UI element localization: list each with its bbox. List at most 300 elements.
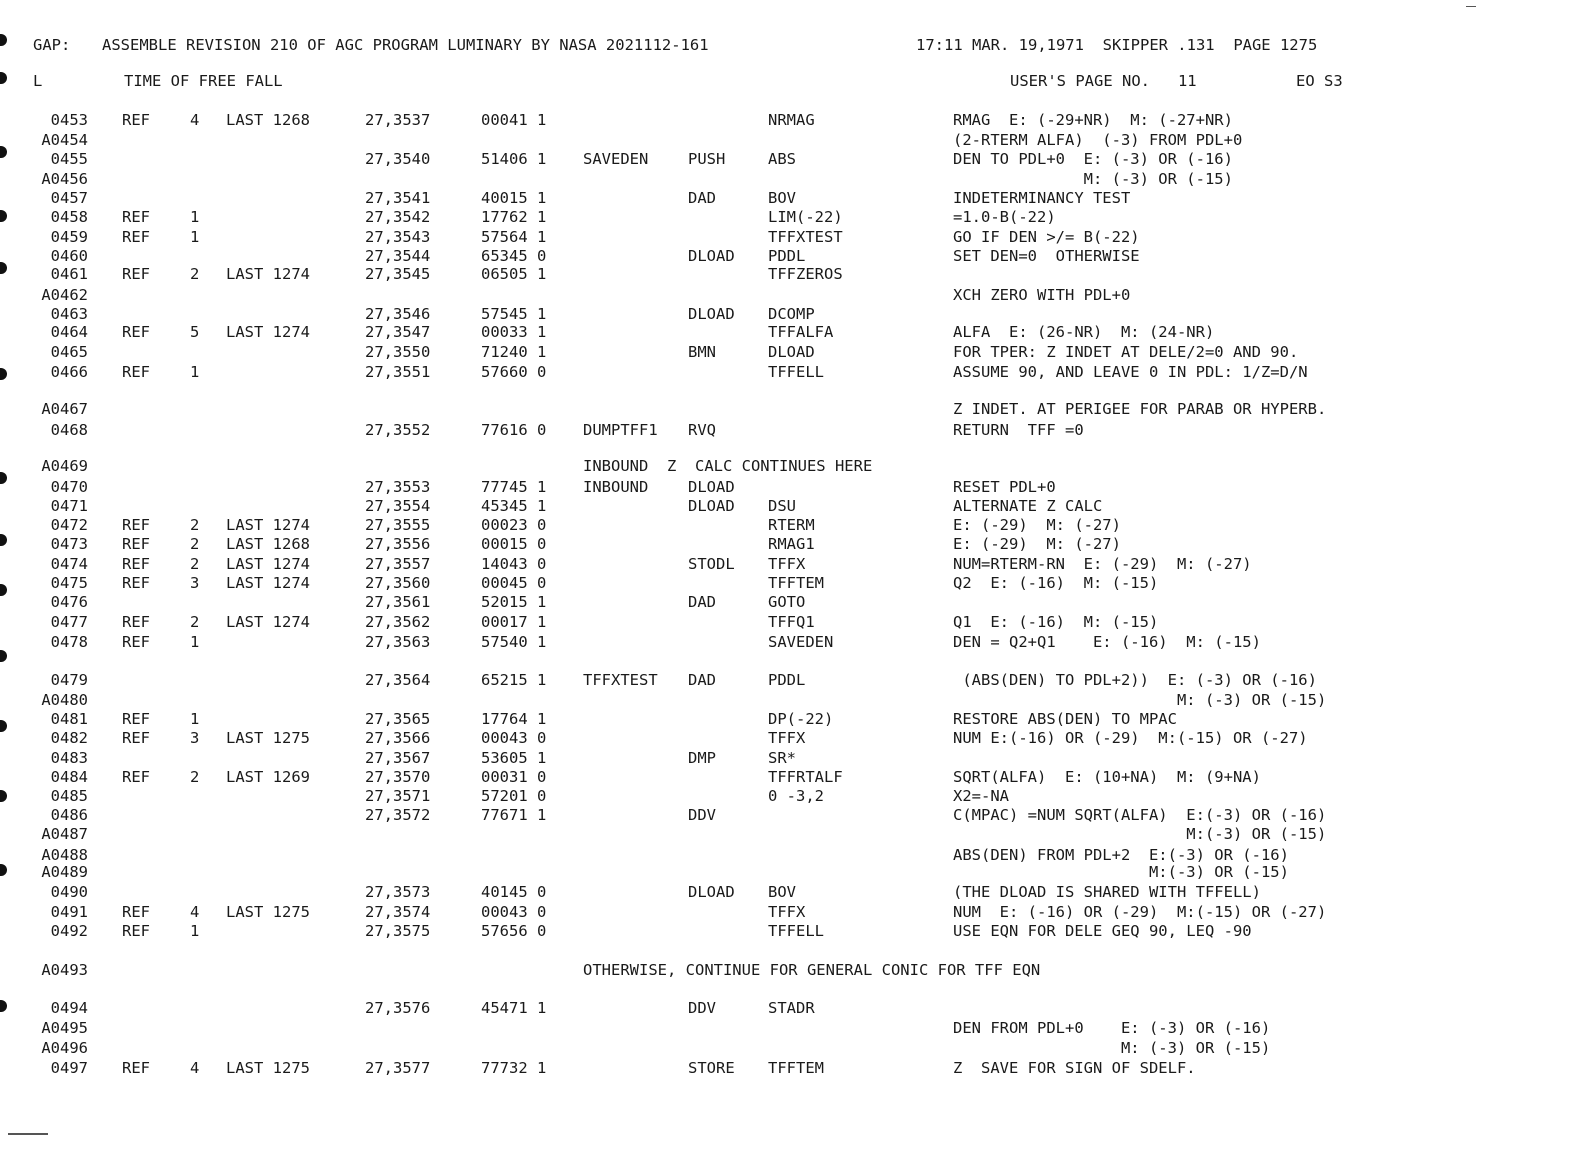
line-number: 0477	[50, 613, 88, 631]
octal-code: 00033 1	[481, 323, 547, 341]
octal-code: 17764 1	[481, 710, 547, 728]
comment: XCH ZERO WITH PDL+0	[953, 286, 1131, 304]
address: 27,3546	[365, 305, 431, 323]
last-ref: LAST 1275	[226, 1059, 310, 1077]
address: 27,3550	[365, 343, 431, 361]
last-ref: LAST 1275	[226, 729, 310, 747]
line-number: 0453	[50, 111, 88, 129]
octal-code: 57660 0	[481, 363, 547, 381]
address: 27,3556	[365, 535, 431, 553]
listing-row	[0, 690, 1582, 710]
line-number: 0492	[50, 922, 88, 940]
opcode: STODL	[688, 555, 735, 573]
comment: ASSUME 90, AND LEAVE 0 IN PDL: 1/Z=D/N	[953, 363, 1308, 381]
assembly-datetime: 17:11 MAR. 19,1971	[916, 36, 1084, 54]
comment: USE EQN FOR DELE GEQ 90, LEQ -90	[953, 922, 1252, 940]
assembly-title: ASSEMBLE REVISION 210 OF AGC PROGRAM LUMINARY BY NASA 2021112-161	[102, 36, 709, 54]
operand: TFFXTEST	[768, 228, 843, 246]
listing-row	[0, 322, 1582, 342]
comment: M: (-3) OR (-15)	[953, 691, 1327, 709]
ref-flag: REF	[122, 710, 150, 728]
address: 27,3560	[365, 574, 431, 592]
comment: RESET PDL+0	[953, 478, 1056, 496]
comment: =1.0-B(-22)	[953, 208, 1056, 226]
line-number: 0475	[50, 574, 88, 592]
line-number: A0487	[41, 825, 88, 843]
octal-code: 14043 0	[481, 555, 547, 573]
listing-row	[0, 149, 1582, 169]
label: INBOUND	[583, 478, 649, 496]
line-number: 0457	[50, 189, 88, 207]
line-number: A0456	[41, 170, 88, 188]
listing-row	[0, 399, 1582, 419]
listing-row	[0, 285, 1582, 305]
listing-row	[0, 420, 1582, 440]
comment: Z INDET. AT PERIGEE FOR PARAB OR HYPERB.	[953, 400, 1327, 418]
binder-mark	[0, 650, 7, 662]
ref-flag: REF	[122, 1059, 150, 1077]
operand: DSU	[768, 497, 796, 515]
label: TFFXTEST	[583, 671, 658, 689]
opcode: RVQ	[688, 421, 716, 439]
address: 27,3576	[365, 999, 431, 1017]
comment: (ABS(DEN) TO PDL+2)) E: (-3) OR (-16)	[953, 671, 1317, 689]
listing-row	[0, 207, 1582, 227]
comment: Q1 E: (-16) M: (-15)	[953, 613, 1159, 631]
octal-code: 57656 0	[481, 922, 547, 940]
comment: NUM E: (-16) OR (-29) M:(-15) OR (-27)	[953, 903, 1327, 921]
octal-code: 00043 0	[481, 729, 547, 747]
ref-count: 2	[190, 265, 200, 283]
line-number: A0496	[41, 1039, 88, 1057]
operand: DCOMP	[768, 305, 815, 323]
opcode: STORE	[688, 1059, 735, 1077]
ref-count: 4	[190, 903, 200, 921]
comment: INDETERMINANCY TEST	[953, 189, 1131, 207]
remark: INBOUND Z CALC CONTINUES HERE	[583, 457, 873, 475]
last-ref: LAST 1274	[226, 613, 310, 631]
line-number: A0480	[41, 691, 88, 709]
listing-row	[0, 670, 1582, 690]
ref-flag: REF	[122, 363, 150, 381]
ref-count: 1	[190, 208, 200, 226]
line-number: 0482	[50, 729, 88, 747]
line-number: 0490	[50, 883, 88, 901]
address: 27,3562	[365, 613, 431, 631]
gap-label: GAP:	[33, 36, 71, 54]
octal-code: 00015 0	[481, 535, 547, 553]
line-number: 0461	[50, 265, 88, 283]
listing-row	[0, 1058, 1582, 1078]
listing-row	[0, 960, 1582, 980]
ref-flag: REF	[122, 535, 150, 553]
operand: TFFALFA	[768, 323, 834, 341]
comment: FOR TPER: Z INDET AT DELE/2=0 AND 90.	[953, 343, 1299, 361]
comment: (THE DLOAD IS SHARED WITH TFFELL)	[953, 883, 1261, 901]
comment: E: (-29) M: (-27)	[953, 516, 1121, 534]
comment: ABS(DEN) FROM PDL+2 E:(-3) OR (-16)	[953, 846, 1289, 864]
last-ref: LAST 1269	[226, 768, 310, 786]
listing-row	[0, 728, 1582, 748]
last-ref: LAST 1268	[226, 111, 310, 129]
octal-code: 00041 1	[481, 111, 547, 129]
listing-row	[0, 515, 1582, 535]
ref-count: 1	[190, 633, 200, 651]
listing-row	[0, 554, 1582, 574]
ref-flag: REF	[122, 574, 150, 592]
line-number: 0484	[50, 768, 88, 786]
line-number: 0465	[50, 343, 88, 361]
address: 27,3542	[365, 208, 431, 226]
octal-code: 71240 1	[481, 343, 547, 361]
ref-count: 2	[190, 555, 200, 573]
line-number: A0462	[41, 286, 88, 304]
address: 27,3540	[365, 150, 431, 168]
last-ref: LAST 1274	[226, 323, 310, 341]
comment: ALTERNATE Z CALC	[953, 497, 1103, 515]
ref-count: 2	[190, 516, 200, 534]
line-number: 0473	[50, 535, 88, 553]
ref-flag: REF	[122, 768, 150, 786]
scan-smudge	[1466, 6, 1476, 7]
operand: TFFX	[768, 555, 806, 573]
last-ref: LAST 1274	[226, 516, 310, 534]
address: 27,3574	[365, 903, 431, 921]
listing-row	[0, 862, 1582, 882]
comment: M: (-3) OR (-15)	[953, 170, 1233, 188]
ref-count: 5	[190, 323, 200, 341]
line-number: 0466	[50, 363, 88, 381]
comment: E: (-29) M: (-27)	[953, 535, 1121, 553]
address: 27,3537	[365, 111, 431, 129]
comment: SQRT(ALFA) E: (10+NA) M: (9+NA)	[953, 768, 1261, 786]
ref-flag: REF	[122, 265, 150, 283]
remark: OTHERWISE, CONTINUE FOR GENERAL CONIC FOR TFF EQN	[583, 961, 1041, 979]
listing-row	[0, 246, 1582, 266]
comment: DEN = Q2+Q1 E: (-16) M: (-15)	[953, 633, 1261, 651]
opcode: PUSH	[688, 150, 726, 168]
octal-code: 00031 0	[481, 768, 547, 786]
comment: SET DEN=0 OTHERWISE	[953, 247, 1140, 265]
users-page-number: USER'S PAGE NO. 11	[1010, 72, 1197, 90]
listing-row	[0, 110, 1582, 130]
ref-count: 3	[190, 729, 200, 747]
octal-code: 65215 1	[481, 671, 547, 689]
listing-row	[0, 534, 1582, 554]
line-number: 0470	[50, 478, 88, 496]
operand: RTERM	[768, 516, 815, 534]
octal-code: 00045 0	[481, 574, 547, 592]
line-number: 0494	[50, 999, 88, 1017]
address: 27,3575	[365, 922, 431, 940]
listing-row	[0, 264, 1582, 284]
listing-row	[0, 304, 1582, 324]
address: 27,3557	[365, 555, 431, 573]
operand: TFFZEROS	[768, 265, 843, 283]
listing-row	[0, 496, 1582, 516]
line-number: 0497	[50, 1059, 88, 1077]
octal-code: 77745 1	[481, 478, 547, 496]
ref-flag: REF	[122, 613, 150, 631]
operand: ABS	[768, 150, 796, 168]
address: 27,3577	[365, 1059, 431, 1077]
last-ref: LAST 1274	[226, 574, 310, 592]
line-number: 0479	[50, 671, 88, 689]
address: 27,3563	[365, 633, 431, 651]
last-ref: LAST 1268	[226, 535, 310, 553]
listing-row	[0, 456, 1582, 476]
opcode: DAD	[688, 189, 716, 207]
listing-row	[0, 786, 1582, 806]
comment: DEN TO PDL+0 E: (-3) OR (-16)	[953, 150, 1233, 168]
ref-count: 1	[190, 228, 200, 246]
operand: TFFTEM	[768, 574, 824, 592]
octal-code: 77671 1	[481, 806, 547, 824]
listing-row	[0, 709, 1582, 729]
comment: M:(-3) OR (-15)	[953, 863, 1289, 881]
line-number: 0481	[50, 710, 88, 728]
listing-row	[0, 748, 1582, 768]
octal-code: 65345 0	[481, 247, 547, 265]
line-number: A0495	[41, 1019, 88, 1037]
operand: STADR	[768, 999, 815, 1017]
opcode: BMN	[688, 343, 716, 361]
ref-count: 4	[190, 1059, 200, 1077]
operand: DLOAD	[768, 343, 815, 361]
operand: GOTO	[768, 593, 806, 611]
address: 27,3573	[365, 883, 431, 901]
opcode: DLOAD	[688, 497, 735, 515]
octal-code: 77616 0	[481, 421, 547, 439]
ref-count: 2	[190, 535, 200, 553]
octal-code: 40015 1	[481, 189, 547, 207]
line-number: 0486	[50, 806, 88, 824]
listing-row	[0, 1018, 1582, 1038]
line-number: 0476	[50, 593, 88, 611]
listing-row	[0, 573, 1582, 593]
operand: PDDL	[768, 247, 806, 265]
line-number: 0464	[50, 323, 88, 341]
address: 27,3552	[365, 421, 431, 439]
address: 27,3544	[365, 247, 431, 265]
comment: NUM E:(-16) OR (-29) M:(-15) OR (-27)	[953, 729, 1308, 747]
line-number: 0460	[50, 247, 88, 265]
comment: RESTORE ABS(DEN) TO MPAC	[953, 710, 1177, 728]
opcode: DAD	[688, 671, 716, 689]
address: 27,3565	[365, 710, 431, 728]
octal-code: 00043 0	[481, 903, 547, 921]
comment: RETURN TFF =0	[953, 421, 1084, 439]
page-number: PAGE 1275	[1233, 36, 1318, 54]
address: 27,3541	[365, 189, 431, 207]
line-number: 0468	[50, 421, 88, 439]
line-number: 0463	[50, 305, 88, 323]
listing-row	[0, 998, 1582, 1018]
listing-row	[0, 1038, 1582, 1058]
comment: X2=-NA	[953, 787, 1009, 805]
address: 27,3564	[365, 671, 431, 689]
last-ref: LAST 1274	[226, 265, 310, 283]
listing-row	[0, 824, 1582, 844]
ref-flag: REF	[122, 228, 150, 246]
operand: SR*	[768, 749, 796, 767]
operand: TFFRTALF	[768, 768, 843, 786]
operand: PDDL	[768, 671, 806, 689]
skipper-id: SKIPPER .131	[1102, 36, 1215, 54]
operand: BOV	[768, 189, 796, 207]
label: DUMPTFF1	[583, 421, 658, 439]
line-number: 0485	[50, 787, 88, 805]
listing-row	[0, 130, 1582, 150]
ref-flag: REF	[122, 922, 150, 940]
listing-row	[0, 188, 1582, 208]
listing-row	[0, 902, 1582, 922]
ref-flag: REF	[122, 633, 150, 651]
listing-row	[0, 805, 1582, 825]
octal-code: 77732 1	[481, 1059, 547, 1077]
listing-row	[0, 362, 1582, 382]
operand: RMAG1	[768, 535, 815, 553]
line-number: 0472	[50, 516, 88, 534]
listing-row	[0, 227, 1582, 247]
octal-code: 52015 1	[481, 593, 547, 611]
address: 27,3553	[365, 478, 431, 496]
opcode: DLOAD	[688, 305, 735, 323]
header-line-1	[0, 35, 1582, 55]
opcode: DLOAD	[688, 478, 735, 496]
comment: RMAG E: (-29+NR) M: (-27+NR)	[953, 111, 1233, 129]
ref-count: 3	[190, 574, 200, 592]
octal-code: 45471 1	[481, 999, 547, 1017]
address: 27,3570	[365, 768, 431, 786]
last-ref: LAST 1275	[226, 903, 310, 921]
line-number: 0491	[50, 903, 88, 921]
octal-code: 51406 1	[481, 150, 547, 168]
column-l-label: L	[33, 72, 43, 90]
line-number: A0469	[41, 457, 88, 475]
header-meta	[916, 35, 1317, 55]
address: 27,3571	[365, 787, 431, 805]
operand: SAVEDEN	[768, 633, 834, 651]
line-number: 0459	[50, 228, 88, 246]
opcode: DDV	[688, 999, 716, 1017]
operand: BOV	[768, 883, 796, 901]
octal-code: 17762 1	[481, 208, 547, 226]
octal-code: 45345 1	[481, 497, 547, 515]
ref-count: 1	[190, 922, 200, 940]
address: 27,3551	[365, 363, 431, 381]
address: 27,3554	[365, 497, 431, 515]
octal-code: 00017 1	[481, 613, 547, 631]
opcode: DMP	[688, 749, 716, 767]
listing-row	[0, 477, 1582, 497]
ref-count: 1	[190, 710, 200, 728]
line-number: A0488	[41, 846, 88, 864]
ref-count: 1	[190, 363, 200, 381]
comment: M:(-3) OR (-15)	[953, 825, 1327, 843]
opcode: DLOAD	[688, 247, 735, 265]
line-number: A0454	[41, 131, 88, 149]
comment: Q2 E: (-16) M: (-15)	[953, 574, 1159, 592]
ref-flag: REF	[122, 555, 150, 573]
address: 27,3572	[365, 806, 431, 824]
octal-code: 57201 0	[481, 787, 547, 805]
octal-code: 00023 0	[481, 516, 547, 534]
operand: TFFTEM	[768, 1059, 824, 1077]
address: 27,3543	[365, 228, 431, 246]
line-number: 0478	[50, 633, 88, 651]
comment: (2-RTERM ALFA) (-3) FROM PDL+0	[953, 131, 1243, 149]
line-number: 0474	[50, 555, 88, 573]
line-number: 0455	[50, 150, 88, 168]
line-number: A0489	[41, 863, 88, 881]
octal-code: 53605 1	[481, 749, 547, 767]
scan-smudge	[8, 1133, 48, 1135]
address: 27,3545	[365, 265, 431, 283]
operand: TFFELL	[768, 363, 824, 381]
last-ref: LAST 1274	[226, 555, 310, 573]
opcode: DDV	[688, 806, 716, 824]
line-number: 0471	[50, 497, 88, 515]
section-title: TIME OF FREE FALL	[124, 72, 283, 90]
comment: C(MPAC) =NUM SQRT(ALFA) E:(-3) OR (-16)	[953, 806, 1327, 824]
line-number: 0458	[50, 208, 88, 226]
line-number: A0493	[41, 961, 88, 979]
comment: GO IF DEN >/= B(-22)	[953, 228, 1140, 246]
address: 27,3555	[365, 516, 431, 534]
octal-code: 40145 0	[481, 883, 547, 901]
opcode: DAD	[688, 593, 716, 611]
comment: DEN FROM PDL+0 E: (-3) OR (-16)	[953, 1019, 1271, 1037]
header-line-2	[0, 71, 1582, 91]
address: 27,3561	[365, 593, 431, 611]
operand: TFFX	[768, 729, 806, 747]
line-number: A0467	[41, 400, 88, 418]
eo-code: EO S3	[1296, 72, 1343, 90]
octal-code: 06505 1	[481, 265, 547, 283]
listing-row	[0, 921, 1582, 941]
operand: TFFELL	[768, 922, 824, 940]
ref-flag: REF	[122, 903, 150, 921]
address: 27,3547	[365, 323, 431, 341]
ref-flag: REF	[122, 516, 150, 534]
address: 27,3566	[365, 729, 431, 747]
ref-flag: REF	[122, 323, 150, 341]
listing-row	[0, 612, 1582, 632]
comment: M: (-3) OR (-15)	[953, 1039, 1271, 1057]
ref-flag: REF	[122, 111, 150, 129]
comment: NUM=RTERM-RN E: (-29) M: (-27)	[953, 555, 1252, 573]
operand: TFFQ1	[768, 613, 815, 631]
listing-row	[0, 632, 1582, 652]
octal-code: 57545 1	[481, 305, 547, 323]
operand: LIM(-22)	[768, 208, 843, 226]
address: 27,3567	[365, 749, 431, 767]
ref-count: 4	[190, 111, 200, 129]
ref-count: 2	[190, 768, 200, 786]
operand: NRMAG	[768, 111, 815, 129]
listing-row	[0, 592, 1582, 612]
ref-flag: REF	[122, 208, 150, 226]
operand: TFFX	[768, 903, 806, 921]
opcode: DLOAD	[688, 883, 735, 901]
listing-row	[0, 882, 1582, 902]
operand: 0 -3,2	[768, 787, 824, 805]
comment: ALFA E: (26-NR) M: (24-NR)	[953, 323, 1215, 341]
operand: DP(-22)	[768, 710, 834, 728]
octal-code: 57564 1	[481, 228, 547, 246]
listing-row	[0, 342, 1582, 362]
